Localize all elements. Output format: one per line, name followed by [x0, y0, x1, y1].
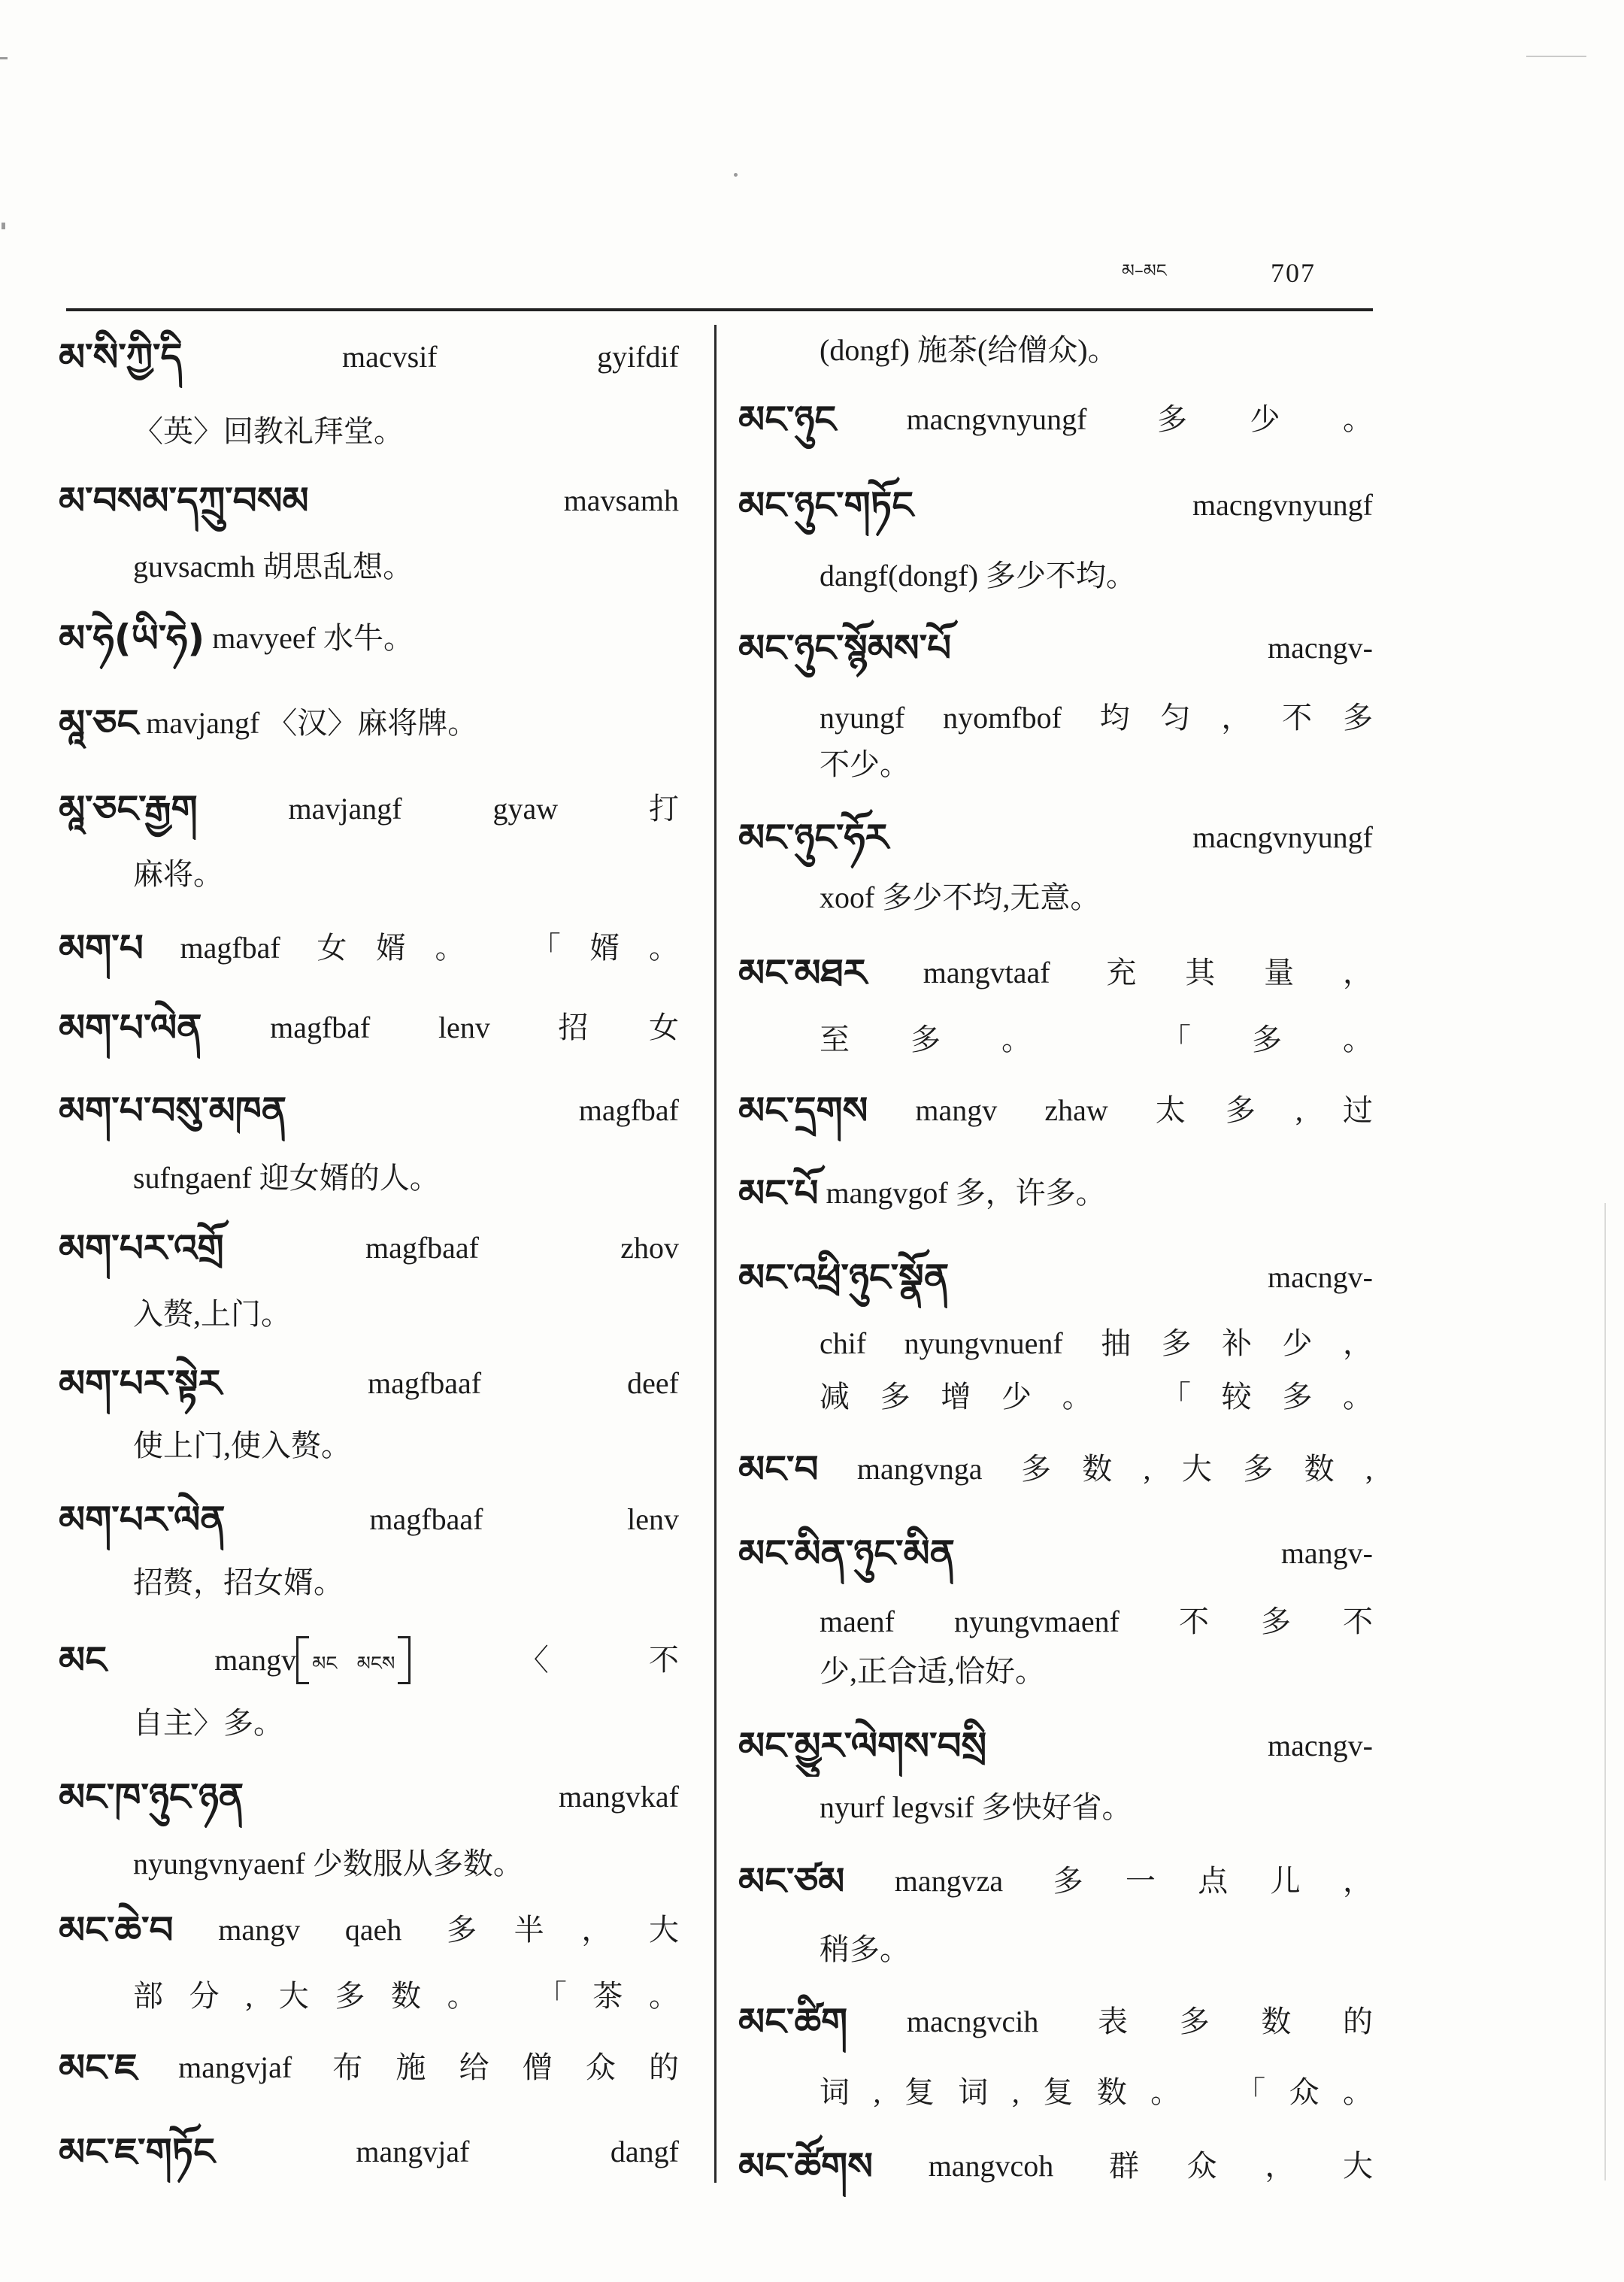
entry-headword: མ་བསམ་དཀྲུ་བསམ: [59, 478, 309, 523]
entry-text: nyungvnyaenf 少数服从多数。: [133, 1846, 523, 1880]
entry-text: magfbaaf zhov: [365, 1230, 679, 1265]
entry-text: magfbaaf deef: [368, 1365, 679, 1400]
inflected-forms: མང མངས: [312, 1652, 395, 1675]
entry-headword: མང་ཇ: [59, 2045, 138, 2090]
entry-headword: མ་ཧེ(ཡི་ཧེ): [59, 616, 205, 660]
entry-line: [738, 468, 1373, 536]
entry-headword: མང་ཇ་གཏོང: [59, 2129, 215, 2174]
entry-text: macngv-: [1268, 630, 1373, 665]
entry-line: [738, 936, 1373, 1004]
entry-headword: མཱ་ཅང: [59, 701, 139, 745]
wrap-continuation-mark: 「婿。: [530, 930, 679, 965]
entry-text: mangvkaf: [559, 1779, 679, 1814]
running-head: མ–མང: [1122, 260, 1167, 281]
entry-text: guvsacmh 胡思乱想。: [133, 549, 414, 583]
entry-headword: མག་པ་བསུ་མཁན: [59, 1088, 287, 1132]
entry-text: 部分,大多数。: [133, 1978, 504, 2013]
entry-text: mangvjaf dangf: [356, 2134, 679, 2168]
entry-text: mangv qaeh 多半，大: [218, 1912, 679, 1947]
entry-headword: མང་ཚོགས: [738, 2144, 873, 2188]
entry-line: [738, 1709, 1373, 1777]
entry-line: [59, 1893, 679, 1961]
entry-line: [59, 686, 679, 754]
entry-line: [738, 1985, 1373, 2053]
entry-headword: མང་དྲགས: [738, 1088, 868, 1132]
entry-text: nyungf nyomfbof 均匀，不多: [820, 700, 1373, 735]
entry-headword: མཱ་ཅང་རྒྱག: [59, 786, 198, 831]
entry-text: 稍多。: [820, 1932, 910, 1966]
entry-continuation: [133, 1409, 679, 1477]
entry-continuation: [820, 2056, 1373, 2123]
entry-line: [738, 801, 1373, 868]
entry-text: maenf nyungvmaenf 不多不: [820, 1604, 1373, 1638]
entry-text: 麻将。: [133, 856, 223, 891]
entry-continuation: [820, 1635, 1373, 1702]
entry-headword: མག་པར་འགྲོ: [59, 1226, 224, 1270]
entry-line: [738, 611, 1373, 679]
entry-line: [59, 1347, 679, 1414]
scan-artifact: [2, 223, 5, 229]
wrap-continuation-mark: 「较多。: [1161, 1379, 1373, 1414]
entry-text: mangvza 多一点儿，: [894, 1863, 1373, 1898]
entry-continuation: [820, 1003, 1373, 1071]
entry-continuation: [820, 728, 1373, 796]
entry-text: 少,正合适,恰好。: [820, 1653, 1045, 1688]
entry-headword: མང་ཁ་ཉུང་ཉན: [59, 1774, 244, 1819]
entry-text: 自主〉多。: [133, 1705, 283, 1740]
entry-headword: མང: [59, 1638, 107, 1682]
entry-continuation: [133, 395, 679, 462]
entry-text: mangvjaf 布施给僧众的: [178, 2050, 679, 2084]
entry-continuation: [133, 1141, 679, 1209]
entry-line: [59, 1074, 679, 1141]
entry-text: mangv zhaw 太多,过: [915, 1093, 1373, 1127]
entry-text: mavjangf gyaw 打: [288, 791, 679, 826]
entry-text: mangvgof 多，许多。: [826, 1175, 1106, 1210]
scan-artifact: [0, 57, 8, 59]
entry-headword: མང་བ: [738, 1447, 819, 1491]
entry-continuation: [133, 838, 679, 905]
entry-line: [738, 1074, 1373, 1141]
header-rule: [66, 308, 1373, 311]
entry-headword: མང་ཙམ: [738, 1859, 845, 1903]
entry-text: 招赘，招女婿。: [133, 1565, 344, 1599]
entry-text: magfbaf lenv 招女: [270, 1010, 679, 1044]
entry-text: 〈不: [518, 1642, 679, 1677]
entry-continuation: [820, 1913, 1373, 1980]
entry-headword: མང་མིན་ཉུང་མིན: [738, 1531, 955, 1575]
entry-continuation: [820, 539, 1373, 607]
entry-continuation: [133, 1827, 679, 1895]
entry-line: [738, 1241, 1373, 1308]
entry-text: 至多。: [820, 1022, 1092, 1056]
entry-text: macngvnyungf: [1192, 820, 1373, 854]
entry-headword: མག་པ: [59, 926, 144, 970]
entry-line: [59, 2031, 679, 2099]
entry-text: xoof 多少不均,无意。: [820, 880, 1101, 914]
entry-line: [738, 1844, 1373, 1912]
entry-headword: མང་ཉུང་སྙོམས་པོ: [738, 626, 952, 670]
entry-text: mavyeef 水牛。: [212, 620, 414, 655]
entry-continuation: [133, 1546, 679, 1614]
entry-line: [59, 1211, 679, 1279]
entry-text: mangv-: [1280, 1535, 1373, 1570]
entry-continuation: [133, 1959, 679, 2027]
entry-headword: མག་པ་ལེན: [59, 1005, 202, 1050]
scan-artifact: [1526, 56, 1586, 57]
entry-text: 入赘,上门。: [133, 1296, 291, 1331]
scan-artifact: [734, 173, 738, 177]
entry-text: macngvcih 表多数的: [906, 2004, 1373, 2038]
entry-continuation: [820, 1360, 1373, 1428]
entry-text: mangvnga 多数,大多数,: [856, 1451, 1373, 1486]
entry-text: 减多增少。: [820, 1379, 1123, 1414]
entry-text: mavsamh: [563, 483, 679, 517]
entry-headword: མང་ཉུང་ཧོར: [738, 815, 889, 859]
entry-headword: མང་མཐར: [738, 950, 867, 995]
entry-text: nyurf legvsif 多快好省。: [820, 1790, 1132, 1824]
entry-continuation: [133, 530, 679, 598]
entry-text: magfbaf 女婿。: [180, 930, 495, 965]
column-divider: [714, 325, 717, 2183]
entry-headword: མང་ཆེ་བ: [59, 1908, 174, 1952]
entry-text: mangvtaaf 充其量，: [923, 955, 1373, 989]
entry-continuation: [133, 1686, 679, 1754]
entry-text: dangf(dongf) 多少不均。: [820, 558, 1137, 592]
entry-headword: མ་སི་ཀྱི་དི: [59, 335, 183, 379]
entry-headword: མང་པོ: [738, 1171, 819, 1215]
entry-text: mavjangf 〈汉〉麻将牌。: [146, 705, 478, 740]
entry-text: (dongf) 施茶(给僧众)。: [820, 332, 1118, 367]
entry-text: 使上门,使入赘。: [133, 1428, 351, 1462]
entry-text: macngv-: [1268, 1728, 1373, 1762]
entry-continuation: [133, 1277, 679, 1345]
entry-line: [738, 2129, 1373, 2197]
entry-line: [738, 1517, 1373, 1584]
entry-line: [738, 383, 1373, 450]
entry-headword: མང་མྱུར་ལེགས་བསྲི: [738, 1723, 987, 1768]
entry-text: 不少。: [820, 747, 910, 781]
wrap-continuation-mark: 「众。: [1235, 2074, 1373, 2109]
entry-headword: མང་ཉུང: [738, 397, 837, 441]
entry-headword: མང་ཉུང་གཏོང: [738, 483, 914, 527]
entry-headword: མག་པར་སྟེར: [59, 1361, 222, 1405]
entry-text: magfbaaf lenv: [369, 1502, 679, 1536]
wrap-continuation-mark: 「茶。: [536, 1978, 679, 2013]
entry-text: mangv: [214, 1642, 297, 1677]
entry-headword: མང་ཚིག: [738, 1999, 848, 2044]
entry-line: [738, 1156, 1373, 1224]
entry-line: [59, 2115, 679, 2183]
entry-line: [59, 602, 679, 669]
entry-text: 词,复词,复数。: [820, 2074, 1204, 2109]
entry-line: [59, 772, 679, 840]
entry-line: [59, 464, 679, 532]
page-number: 707: [1271, 258, 1316, 288]
entry-text: macngvnyungf 多少。: [906, 402, 1373, 436]
entry-text: macvsif gyifdif: [342, 339, 679, 374]
entry-continuation: [820, 314, 1373, 381]
entry-line: [59, 1760, 679, 1828]
entry-text: sufngaenf 迎女婿的人。: [133, 1160, 440, 1195]
entry-text: macngvnyungf: [1192, 487, 1373, 522]
entry-line: [59, 991, 679, 1059]
entry-line: [59, 320, 679, 388]
entry-line: [59, 911, 679, 979]
entry-line: [738, 1432, 1373, 1500]
entry-line: [59, 1623, 679, 1691]
entry-headword: མང་འཕྲི་ཉུང་སྣོན: [738, 1255, 950, 1299]
entry-headword: མག་པར་ལེན: [59, 1497, 226, 1541]
scan-artifact: [1604, 1203, 1606, 2180]
entry-text: chif nyungvnuenf 抽多补少，: [820, 1326, 1373, 1360]
entry-continuation: [820, 1771, 1373, 1838]
entry-text: magfbaf: [578, 1093, 679, 1127]
wrap-continuation-mark: 「多。: [1161, 1022, 1373, 1056]
entry-continuation: [820, 861, 1373, 929]
entry-text: mangvcoh 群众，大: [928, 2148, 1373, 2183]
entry-text: macngv-: [1268, 1259, 1373, 1294]
entry-text: 〈英〉回教礼拜堂。: [133, 414, 404, 448]
inflected-forms-bracket: [296, 1636, 411, 1684]
entry-line: [59, 1483, 679, 1550]
